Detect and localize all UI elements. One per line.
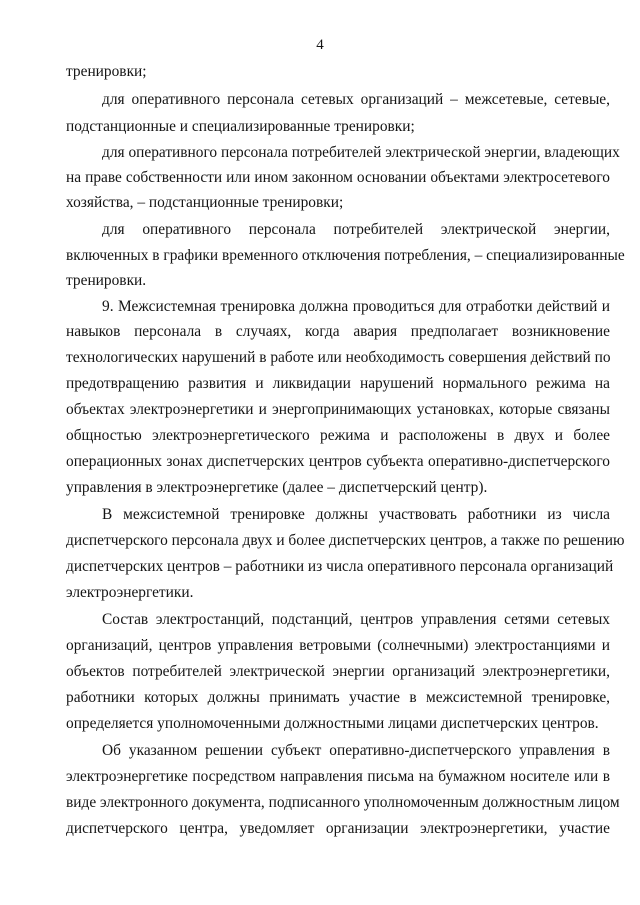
text-line: предотвращению развития и ликвидации нарушений нормального режима на bbox=[66, 375, 610, 392]
text-line: навыков персонала в случаях, когда авария предполагает возникновение bbox=[66, 323, 610, 340]
text-line: диспетчерского центра, уведомляет организации электроэнергетики, участие bbox=[66, 820, 610, 837]
text-line: 9. Межсистемная тренировка должна проводиться для отработки действий и bbox=[102, 298, 610, 315]
text-line: В межсистемной тренировке должны участвовать работники из числа bbox=[102, 506, 610, 523]
text-line: работники которых должны принимать участие в межсистемной тренировке, bbox=[66, 689, 610, 706]
text-line: для оперативного персонала потребителей электрической энергии, владеющих bbox=[102, 144, 620, 161]
text-line: управления в электроэнергетике (далее – диспетчерский центр). bbox=[66, 479, 488, 496]
text-line: подстанционные и специализированные тренировки; bbox=[66, 118, 415, 135]
text-line: на праве собственности или ином законном основании объектами электросетевого bbox=[66, 169, 610, 186]
text-line: объектов потребителей электрической энергии организаций электроэнергетики, bbox=[66, 663, 610, 680]
text-line: Об указанном решении субъект оперативно-диспетчерского управления в bbox=[102, 742, 610, 759]
text-line: тренировки; bbox=[66, 63, 147, 80]
text-line: тренировки. bbox=[66, 272, 147, 289]
text-line: электроэнергетики. bbox=[66, 584, 194, 601]
text-line: виде электронного документа, подписанного уполномоченным должностным лицом bbox=[66, 794, 620, 811]
text-line: объектах электроэнергетики и энергопринимающих установках, которые связаны bbox=[66, 401, 610, 418]
text-line: диспетчерских центров – работники из числа оперативного персонала организаций bbox=[66, 558, 614, 575]
text-line: электроэнергетике посредством направления письма на бумажном носителе или в bbox=[66, 768, 610, 785]
text-line: общностью электроэнергетического режима и расположены в двух и более bbox=[66, 427, 610, 444]
text-line: диспетчерского персонала двух и более диспетчерских центров, а также по решению bbox=[66, 532, 625, 549]
text-line: определяется уполномоченными должностными лицами диспетчерских центров. bbox=[66, 715, 599, 732]
text-line: хозяйства, – подстанционные тренировки; bbox=[66, 194, 344, 211]
text-line: Состав электростанций, подстанций, центров управления сетями сетевых bbox=[102, 611, 610, 628]
text-line: операционных зонах диспетчерских центров субъекта оперативно-диспетчерского bbox=[66, 453, 610, 470]
text-line: для оперативного персонала потребителей электрической энергии, bbox=[102, 221, 610, 238]
text-line: технологических нарушений в работе или необходимость совершения действий по bbox=[66, 349, 611, 366]
text-line: организаций, центров управления ветровыми (солнечными) электростанциями и bbox=[66, 637, 610, 654]
text-line: включенных в графики временного отключения потребления, – специализированные bbox=[66, 247, 625, 264]
text-line: для оперативного персонала сетевых организаций – межсетевые, сетевые, bbox=[102, 91, 610, 108]
page-number: 4 bbox=[316, 37, 324, 53]
